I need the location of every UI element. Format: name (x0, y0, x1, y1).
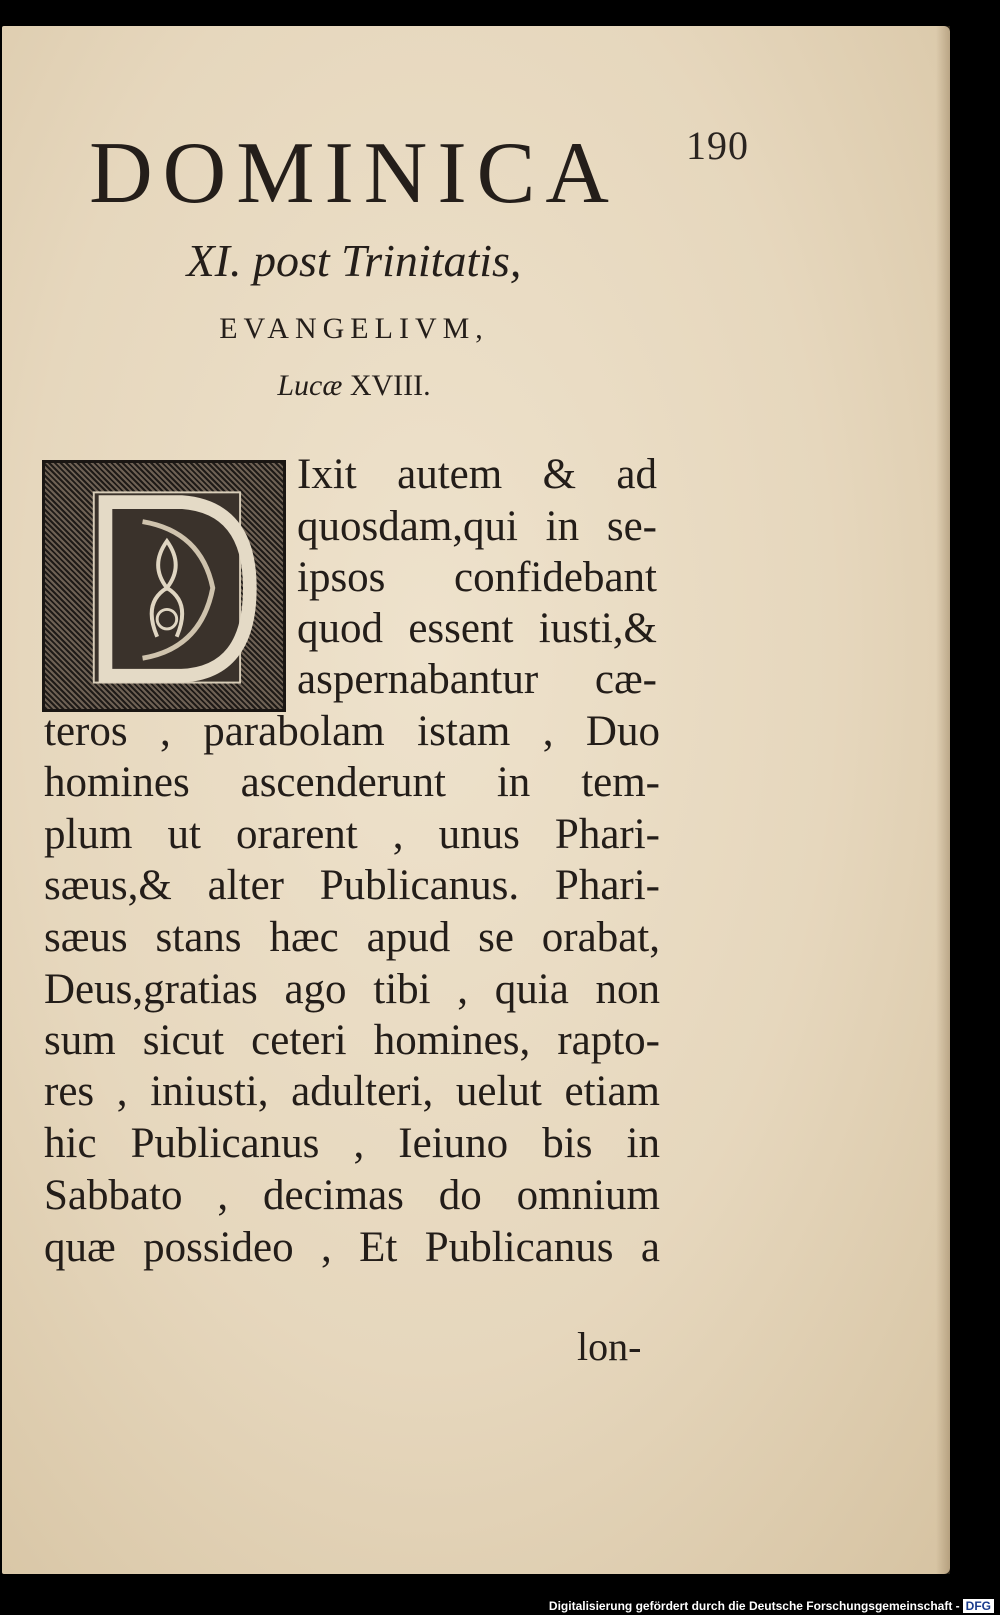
text-line: sæus stans hæc apud se orabat, (44, 914, 660, 961)
decorated-initial-icon (42, 460, 286, 712)
gospel-label: EVANGELIVM, (219, 312, 489, 345)
page-number: 190 (686, 123, 749, 168)
credit-text: Digitalisierung gefördert durch die Deutsche Forschungsgemeinschaft - (548, 1599, 960, 1613)
text-line: Deus,gratias ago tibi , quia non (44, 966, 660, 1013)
reference-chapter: XVIII. (349, 369, 431, 402)
text-line: aspernabantur cæ- (297, 656, 657, 703)
initial-d-ornament-icon (45, 463, 283, 709)
text-line: hic Publicanus , Ieiuno bis in (44, 1120, 660, 1167)
digitization-credit (549, 1599, 994, 1613)
text-line: quod essent iusti,& (297, 605, 657, 652)
dfg-logo: DFG (963, 1599, 994, 1613)
text-line: Sabbato , decimas do omnium (44, 1172, 660, 1219)
text-line: res , iniusti, adulteri, uelut etiam (44, 1068, 660, 1115)
text-line: teros , parabolam istam , Duo (44, 708, 660, 755)
text-line: Ixit autem & ad (297, 451, 657, 498)
text-line: sæus,& alter Publicanus. Phari- (44, 862, 660, 909)
text-line: homines ascenderunt in tem- (44, 759, 660, 806)
text-line: sum sicut ceteri homines, rapto- (44, 1017, 660, 1064)
book-page (2, 26, 950, 1574)
catchword: lon- (577, 1324, 642, 1369)
text-line: plum ut orarent , unus Phari- (44, 811, 660, 858)
text-line: quosdam,qui in se- (297, 503, 657, 550)
page-title: DOMINICA (89, 125, 619, 222)
page-subtitle: XI. post Trinitatis, (186, 235, 522, 286)
text-line: quæ possideo , Et Publicanus a (44, 1224, 660, 1271)
text-line: ipsos confidebant (297, 554, 657, 601)
reference-book: Lucæ (277, 369, 343, 402)
scripture-reference (74, 369, 634, 403)
